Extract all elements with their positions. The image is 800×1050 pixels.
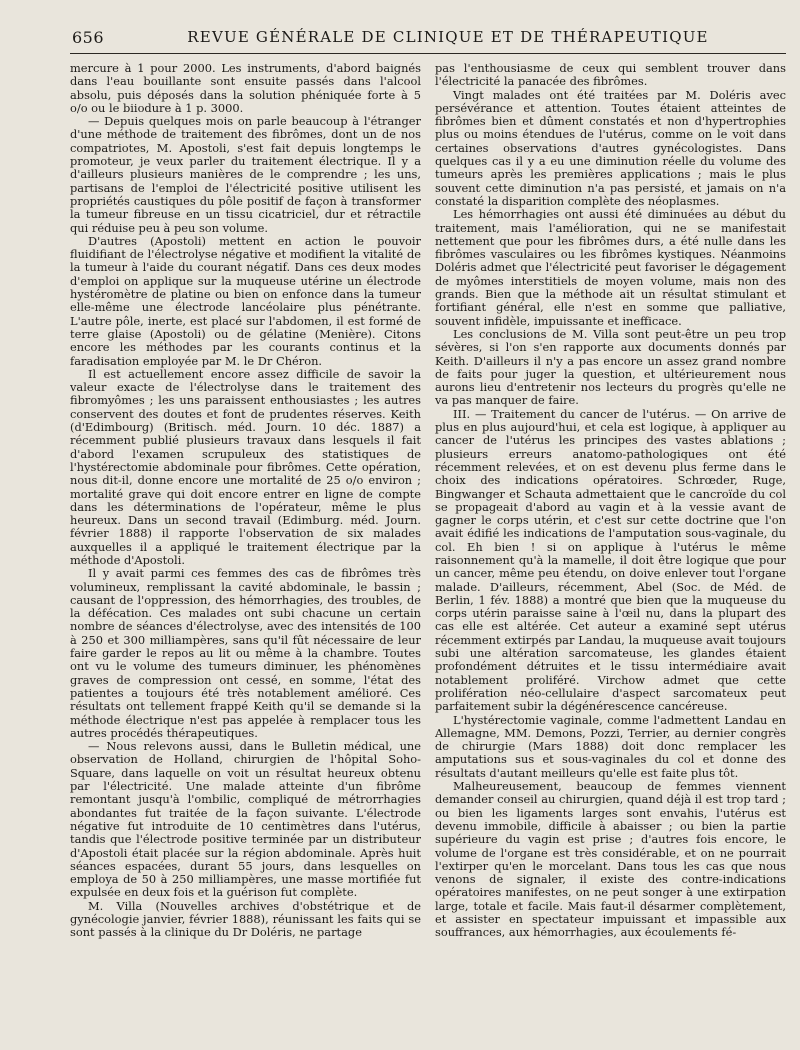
paragraph: M. Villa (Nouvelles archives d'obstétrique et de gynécologie janvier, février 1888), réunissant les faits qui se sont passés à la clinique du Dr Doléris, ne partage [70, 898, 421, 940]
right-column [435, 62, 786, 1040]
paragraph: Malheureusement, beaucoup de femmes viennent demander conseil au chirurgien, quand déjà il est trop tard ; ou bien les ligaments larges sont envahis, l'utérus est devenu immobile, difficile à abaisser ; ou bien la partie supérieure du vagin est prise ; d'autres fois encore, le volume de l'organe est très considérable, et on ne pourrait l'extirper qu'en le morcelant. Dans tous les cas que nous venons de signaler, il existe des contre-indications opératoires manifestes, on ne peut songer à une extirpation large, totale et facile. Mais faut-il désarmer complètement, et assister en spectateur impuissant et impassible aux souffrances, aux hémorrhagies, aux écoulements fé- [435, 779, 786, 940]
paragraph: Il est actuellement encore assez difficile de savoir la valeur exacte de l'électrolyse dans le traitement des fibromyômes ; les uns paraissent enthousiastes ; les autres conservent des doutes et font de prudentes réserves. Keith (d'Edimbourg) (Britisch. méd. Journ. 10 déc. 1887) a récemment publié plusieurs travaux dans lesquels il fait d'abord l'examen scrupuleux des statistiques de l'hystérectomie abdominale pour fibrômes. Cette opération, nous dit-il, donne encore une mortalité de 25 o/o environ ; mortalité grave qui doit encore entrer en ligne de compte dans les déterminations de l'opérateur, même le plus heureux. Dans un second travail (Edimburg. méd. Journ. février 1888) il rapporte l'observation de six malades auxquelles il a appliqué le traitement électrique par la méthode d'Apostoli. [70, 366, 421, 567]
left-column [70, 62, 421, 1040]
paragraph: — Depuis quelques mois on parle beaucoup à l'étranger d'une méthode de traitement des fibrômes, dont un de nos compatriotes, M. Apostoli, s'est fait depuis longtemps le promoteur, je veux parler du traitement électrique. Il y a d'ailleurs plusieurs manières de le comprendre ; les uns, partisans de l'emploi de l'électricité positive utilisent les propriétés caustiques du pôle positif de façon à transformer la tumeur fibreuse en un tissu cicatriciel, dur et rétractile qui réduise peu à peu son volume. [70, 114, 421, 235]
paragraph: Les conclusions de M. Villa sont peut-être un peu trop sévères, si l'on s'en rapporte aux documents donnés par Keith. D'ailleurs il n'y a pas encore un assez grand nombre de faits pour juger la question, et ultérieurement nous aurons lieu d'entretenir nos lecteurs du progrès qu'elle ne va pas manquer de faire. [435, 326, 786, 408]
paragraph: L'hystérectomie vaginale, comme l'admettent Landau en Allemagne, MM. Demons, Pozzi, Terrier, au dernier congrès de chirurgie (Mars 1888) doit donc remplacer les amputations sus et sous-vaginales du col et donne des résultats d'autant meilleurs qu'elle est faite plus tôt. [435, 712, 786, 780]
running-title: REVUE GÉNÉRALE DE CLINIQUE ET DE THÉRAPEUTIQUE [187, 28, 709, 46]
paragraph: Les hémorrhagies ont aussi été diminuées au début du traitement, mais l'amélioration, qui ne se manifestait nettement que pour les fibrômes durs, a été nulle dans les fibrômes vasculaires ou les fibrômes kystiques. Néanmoins Doléris admet que l'électricité peut favoriser le dégagement de myômes interstitiels de moyen volume, mais non des grands. Bien que la méthode ait un résultat stimulant et fortifiant général, elle n'est en somme que palliative, souvent infidèle, impuissante et inefficace. [435, 207, 786, 328]
text-columns [70, 62, 786, 1040]
paragraph: D'autres (Apostoli) mettent en action le pouvoir fluidifiant de l'électrolyse négative et modifient la vitalité de la tumeur à l'aide du courant négatif. Dans ces deux modes d'emploi on applique sur la muqueuse utérine un électrode hystéromètre de platine ou bien on enfonce dans la tumeur elle-même une électrode lancéolaire plus pénétrante. L'autre pôle, inerte, est placé sur l'abdomen, il est formé de terre glaise (Apostoli) ou de gélatine (Menière). Citons encore les méthodes par les courants continus et la faradisation employée par M. le Dr Chéron. [70, 233, 421, 368]
paragraph: pas l'enthousiasme de ceux qui semblent trouver dans l'électricité la panacée des fibrômes. [435, 62, 786, 89]
paragraph: mercure à 1 pour 2000. Les instruments, d'abord baignés dans l'eau bouillante sont ensuite passés dans l'alcool absolu, puis déposés dans la solution phéniquée forte à 5 o/o ou le biiodure à 1 p. 3000. [70, 62, 421, 115]
page-header [70, 20, 786, 54]
paragraph: Vingt malades ont été traitées par M. Doléris avec persévérance et attention. Toutes étaient atteintes de fibrômes bien et dûment constatés et non d'hypertrophies plus ou moins étendues de l'utérus, comme on le voit dans certaines observations d'autres gynécologistes. Dans quelques cas il y a eu une diminution réelle du volume des tumeurs après les premières applications ; mais le plus souvent cette diminution n'a pas persisté, et jamais on n'a constaté la disparition complète des néoplasmes. [435, 87, 786, 208]
paragraph: — Nous relevons aussi, dans le Bulletin médical, une observation de Holland, chirurgien de l'hôpital Soho-Square, dans laquelle on voit un résultat heureux obtenu par l'électricité. Une malade atteinte d'un fibrôme remontant jusqu'à l'ombilic, compliqué de métrorrhagies abondantes fut traitée de la façon suivante. L'électrode négative fut introduite de 10 centimètres dans l'utérus, tandis que l'électrode positive terminée par un distributeur d'Apostoli était placée sur la région abdominale. Après huit séances espacées, durant 55 jours, dans lesquelles on employa de 50 à 250 milliampères, une masse mortifiée fut expulsée en deux fois et la guérison fut complète. [70, 739, 421, 900]
paragraph: Il y avait parmi ces femmes des cas de fibrômes très volumineux, remplissant la cavité abdominale, le bassin ; causant de l'oppression, des hémorrhagies, des troubles, de la défécation. Ces malades ont subi chacune un certain nombre de séances d'électrolyse, avec des intensités de 100 à 250 et 300 milliampères, sans qu'il fût nécessaire de leur faire garder le repos au lit ou même à la chambre. Toutes ont vu le volume des tumeurs diminuer, les phénomènes graves de compression ont cessé, en somme, l'état des patientes a toujours été très notablement amélioré. Ces résultats ont tellement frappé Keith qu'il se demande si la méthode électrique n'est pas appelée à remplacer tous les autres procédés thérapeutiques. [70, 566, 421, 740]
page-number: 656 [72, 28, 105, 47]
paragraph: III. — Traitement du cancer de l'utérus. — On arrive de plus en plus aujourd'hui, et cela est logique, à appliquer au cancer de l'utérus les principes des vastes ablations ; plusieurs erreurs anatomo-pathologiques ont été récemment relevées, et on est devenu plus ferme dans le choix des indications opératoires. Schrœder, Ruge, Bingwanger et Schauta admettaient que le cancroïde du col se propageait d'abord au vagin et à la vessie avant de gagner le corps utérin, et c'est sur cette doctrine que l'on avait édifié les indications de l'amputation sous-vaginale, du col. Eh bien ! si on applique à l'utérus le même raisonnement qu'à la mamelle, il doit être logique que pour un cancer, même peu étendu, on doive enlever tout l'organe malade. D'ailleurs, récemment, Abel (Soc. de Méd. de Berlin, 1 fév. 1888) a montré que bien que la muqueuse du corps utérin paraisse saine à l'œil nu, dans la plupart des cas elle est altérée. Cet auteur a examiné sept utérus récemment extirpés par Landau, la muqueuse avait toujours subi une altération sarcomateuse, les glandes étaient profondément détruites et le tissu intermédiaire avait notablement proliféré. Virchow admet que cette prolifération néo-cellulaire d'aspect sarcomateux peut parfaitement subir la dégénérescence cancéreuse. [435, 406, 786, 714]
